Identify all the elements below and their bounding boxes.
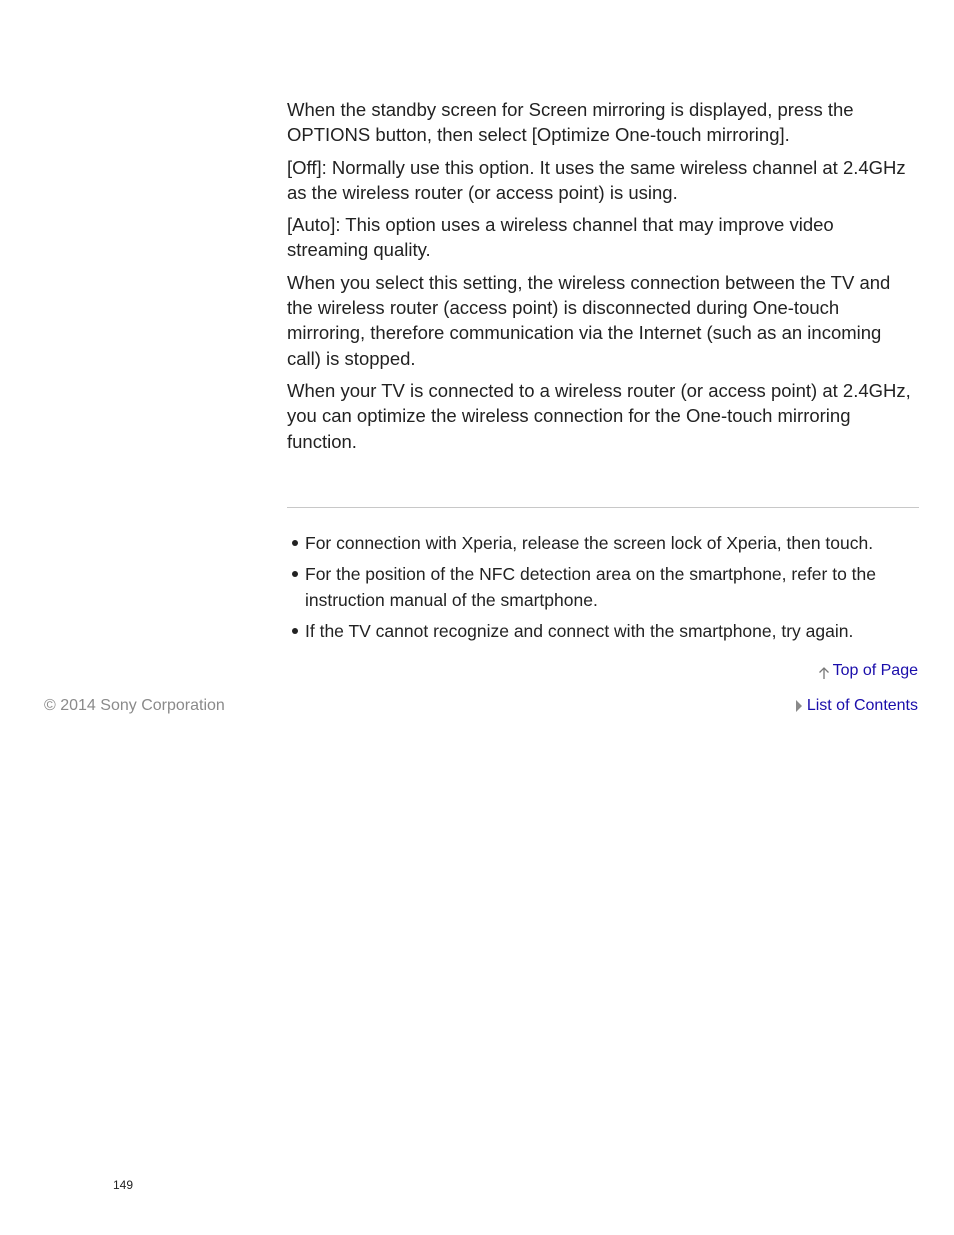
copyright-text: © 2014 Sony Corporation [44,697,225,714]
arrow-up-icon [818,666,830,680]
paragraph-disconnect-warning: When you select this setting, the wireless connection between the TV and the wireless router (access point) is disconnected during One-touch mirroring, therefore communication via the Internet (such as an incoming call) is stopped. [287,271,891,369]
list-of-contents-label: List of Contents [806,697,918,714]
note-text: If the TV cannot recognize and connect with the smartphone, try again. [305,621,854,641]
triangle-right-icon [796,700,802,712]
bullet-dot-icon [292,540,298,546]
bullet-dot-icon [292,628,298,634]
paragraph-options-instruction: When the standby screen for Screen mirroring is displayed, press the OPTIONS button, then select [Optimize One-touch mirroring]. [287,99,854,146]
paragraph-optimize-info: When your TV is connected to a wireless router (or access point) at 2.4GHz, you can optimize the wireless connection for the One-touch mirroring function. [287,379,911,452]
note-text: For the position of the NFC detection area on the smartphone, refer to the instruction manual of the smartphone. [305,564,877,610]
list-item [287,561,919,613]
list-item [287,618,919,644]
top-of-page-link[interactable] [818,661,918,681]
section-divider [287,507,919,508]
bullet-dot-icon [292,571,298,577]
paragraph-auto-option: [Auto]: This option uses a wireless channel that may improve video streaming quality. [287,214,834,261]
top-of-page-label: Top of Page [832,662,918,679]
page-number: 149 [113,1178,134,1192]
main-content [287,97,919,461]
notes-list [287,530,919,649]
note-text: For connection with Xperia, release the screen lock of Xperia, then touch. [305,533,874,553]
list-of-contents-link[interactable] [796,696,918,716]
paragraph-off-option: [Off]: Normally use this option. It uses the same wireless channel at 2.4GHz as the wireless router (or access point) is using. [287,156,906,203]
list-item [287,530,919,556]
